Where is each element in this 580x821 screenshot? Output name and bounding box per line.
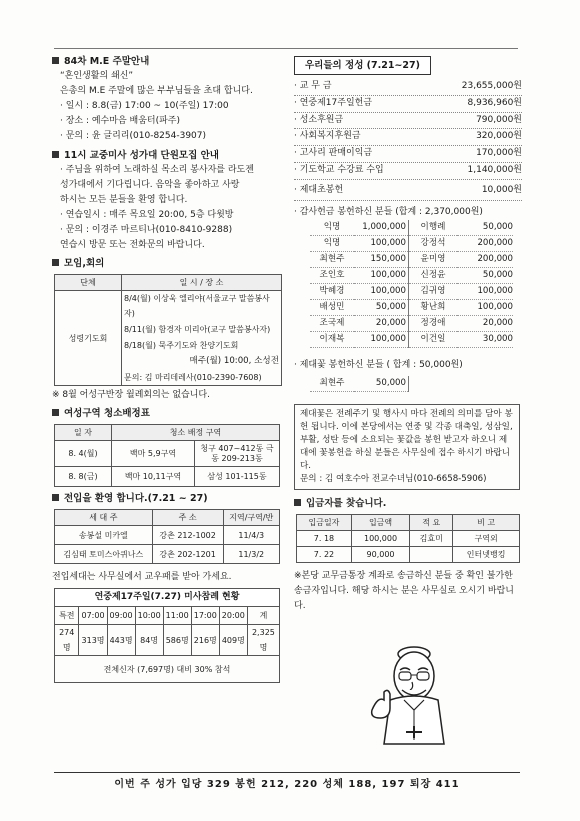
move-zone: 11/4/3: [223, 526, 279, 545]
mass-label: 계: [247, 607, 279, 625]
mass-title: 연중제17주일(7.27) 미사참례 현황: [55, 589, 280, 607]
donor-name: 강정석: [409, 235, 458, 251]
donor-name: 신정윤: [409, 267, 458, 283]
mass-label: 07:00: [79, 607, 107, 625]
meetings-row: 문의: 김 마리데레사(010-2390-7608): [122, 369, 282, 386]
mass-count: 586명: [163, 625, 191, 656]
donor-amount: 150,000: [354, 251, 409, 267]
donor-amount: 20,000: [457, 315, 513, 331]
offering-item: · 제대초봉헌 10,000원: [294, 180, 522, 201]
donors-title: · 감사헌금 봉헌하신 분들 (합계 : 2,370,000원): [294, 206, 483, 217]
meetings-header-when: 일 시 / 장 소: [122, 275, 282, 291]
move-zone: 11/3/2: [223, 545, 279, 564]
offering-list: [294, 79, 522, 201]
donor-name: 익명: [310, 220, 354, 236]
donor-amount: 1,000,000: [354, 220, 409, 236]
square-bullet-icon: [52, 494, 59, 501]
choir-line: · 주님을 위하여 노래하실 목소리 봉사자를 라도젠: [60, 165, 254, 175]
choir-line: 성가대에서 기다립니다. 음악을 좋아하고 사랑: [60, 180, 240, 190]
donor-amount: 100,000: [354, 235, 409, 251]
clean-extra: 청구 407~412동 극동 209-213동: [195, 441, 280, 467]
donor-name: 황난희: [409, 299, 458, 315]
donor-amount: 100,000: [457, 299, 513, 315]
move-name: 김심태 토미스아퀴나스: [55, 545, 153, 564]
donor-name: 정경애: [409, 315, 458, 331]
choir-line: 연습시 방문 또는 전화문의 바랍니다.: [60, 240, 205, 250]
unknown-header: 적 요: [410, 514, 453, 530]
square-bullet-icon: [52, 151, 59, 158]
meetings-section-title: 모임,회의: [52, 256, 284, 271]
unknown-table: [296, 514, 520, 563]
me-contact: · 문의 : 윤 글리리(010-8254-3907): [60, 131, 207, 141]
donor-amount: 50,000: [457, 267, 513, 283]
donor-amount: 200,000: [457, 235, 513, 251]
right-column: [294, 56, 522, 614]
clean-table: [54, 424, 280, 487]
clean-header-area: 청소 배정 구역: [112, 425, 280, 441]
flower-title: · 제대꽃 봉헌하신 분들 ( 합계 : 50,000원): [294, 359, 463, 370]
meetings-row: 매주(월) 10:00, 소성전: [122, 353, 282, 369]
unknown-header: 입금일자: [297, 514, 352, 530]
donor-amount: 100,000: [354, 267, 409, 283]
clean-date: 8. 4(월): [55, 441, 112, 467]
offering-item: · 성소후원금 790,000원: [294, 113, 522, 130]
donors-table: [310, 220, 513, 348]
me-section-title: 84차 M.E 주말안내: [52, 54, 284, 69]
offering-item: · 사회복지후원금 320,000원: [294, 129, 522, 146]
me-place: · 장소 : 예수마음 배움터(파주): [60, 116, 180, 126]
donor-name: 조국제: [310, 315, 354, 331]
pope-cartoon-illustration: [370, 640, 450, 750]
flower-amount: 50,000: [354, 376, 409, 392]
meetings-group-name: 성령기도회: [55, 291, 122, 386]
move-name: 송봉설 미카엘: [55, 526, 153, 545]
flower-name: 최현주: [310, 376, 354, 392]
left-column: [52, 52, 284, 685]
mass-label: 20:00: [219, 607, 247, 625]
unknown-header: 입금액: [351, 514, 409, 530]
mass-count: 84명: [135, 625, 163, 656]
move-header: 세 대 주: [55, 510, 153, 526]
donor-name: 익명: [310, 235, 354, 251]
clean-date: 8. 8(금): [55, 467, 112, 487]
mass-count: 409명: [219, 625, 247, 656]
meetings-row: 8/11(월) 함경자 미리아(교구 말씀봉사자): [122, 321, 282, 337]
mass-total: 전체신자 (7,697명) 대비 30% 참석: [55, 656, 280, 683]
unknown-cell: 7. 22: [297, 546, 352, 562]
donor-name: 이재복: [310, 331, 354, 347]
meetings-table: [54, 274, 282, 386]
offering-title: 우리들의 정성 (7.21~27): [294, 56, 431, 75]
offering-item: · 교 무 금 23,655,000원: [294, 79, 522, 96]
move-header: 주 소: [152, 510, 223, 526]
flower-note-text: 제대꽃은 전례주기 및 행사시 마다 전례의 의미를 담아 봉헌 됩니다. 이에 본당에서는 연중 및 각종 대축일, 성삼일, 부활, 성탄 등에 소요되는 꽃값을 봉헌 받고자 하오니 제대에 꽃봉헌을 하실 분들은 사무실에 접수 하시기 바랍니다.: [300, 408, 513, 471]
unknown-header: 비 고: [453, 514, 520, 530]
unknown-section-title: 입금자를 찾습니다.: [294, 496, 522, 511]
square-bullet-icon: [294, 499, 301, 506]
mass-label: 특전: [55, 607, 79, 625]
donor-amount: 50,000: [354, 299, 409, 315]
unknown-cell: 구역외: [453, 530, 520, 546]
clean-section-title: 여성구역 청소배정표: [52, 406, 284, 421]
choir-section-title: 11시 교중미사 성가대 단원모집 안내: [52, 148, 284, 163]
move-note: 전입세대는 사무실에서 교우패를 받아 가세요.: [52, 572, 232, 582]
flower-note-box: [294, 404, 520, 490]
unknown-cell: 인터넷뱅킹: [453, 546, 520, 562]
unknown-note: ※본당 교무금통장 계좌로 송금하신 분들 중 확인 불가한 송금자입니다. 해당 하시는 분은 사무실로 오시기 바랍니다.: [294, 570, 514, 611]
mass-count: 443명: [107, 625, 135, 656]
donor-amount: 50,000: [457, 220, 513, 236]
move-table: [54, 509, 280, 564]
square-bullet-icon: [52, 409, 59, 416]
mass-label: 10:00: [135, 607, 163, 625]
donor-amount: 100,000: [354, 331, 409, 347]
choir-line: 하시는 모든 분들을 환영 합니다.: [60, 195, 188, 205]
mass-count: 313명: [79, 625, 107, 656]
me-date: · 일시 : 8.8(금) 17:00 ~ 10(주일) 17:00: [60, 101, 229, 111]
donor-name: 윤미영: [409, 251, 458, 267]
donor-name: 김귀영: [409, 283, 458, 299]
mass-count: 216명: [191, 625, 219, 656]
mass-table: [54, 588, 280, 683]
offering-item: · 연중제17주일헌금 8,936,960원: [294, 96, 522, 113]
donor-name: 박혜경: [310, 283, 354, 299]
meetings-row: 8/18(월) 묵주기도와 찬양기도회: [122, 337, 282, 353]
donor-name: 이행례: [409, 220, 458, 236]
flower-note-contact: 문의 : 김 여호수아 전교수녀님(010-6658-5906): [300, 473, 487, 484]
move-addr: 강촌 212-1002: [152, 526, 223, 545]
clean-header-date: 일 자: [55, 425, 112, 441]
meetings-row: 8/4(월) 이상욱 엘리야(서울교구 말씀봉사자): [122, 291, 282, 322]
offering-item: · 기도학교 수강료 수입 1,140,000원: [294, 163, 522, 180]
donor-name: 최현주: [310, 251, 354, 267]
unknown-cell: [410, 546, 453, 562]
meetings-header-group: 단체: [55, 275, 122, 291]
me-body: 은총의 M.E 주말에 많은 부부님들을 초대 합니다.: [60, 86, 253, 96]
choir-line: · 문의 : 이경주 마르티나(010-8410-9288): [60, 225, 233, 235]
unknown-cell: 100,000: [351, 530, 409, 546]
top-rule: [54, 48, 518, 49]
mass-count: 2,325명: [247, 625, 279, 656]
donor-amount: 200,000: [457, 251, 513, 267]
donor-amount: 100,000: [354, 283, 409, 299]
donor-name: 이건일: [409, 331, 458, 347]
flower-table: [310, 376, 409, 392]
mass-label: 11:00: [163, 607, 191, 625]
me-subtitle: “혼인생활의 쇄신”: [60, 71, 134, 81]
move-section-title: 전입을 환영 합니다.(7.21 ~ 27): [52, 491, 284, 506]
meetings-note: ※ 8월 어성구반장 월례회의는 없습니다.: [52, 390, 210, 400]
hymn-footer: 이번 주 성가 입당 329 봉헌 212, 220 성체 188, 197 퇴장 411: [54, 772, 520, 790]
donor-amount: 30,000: [457, 331, 513, 347]
square-bullet-icon: [52, 259, 59, 266]
move-header: 지역/구역/반: [223, 510, 279, 526]
choir-line: · 연습일시 : 매주 목요일 20:00, 5층 다윗방: [60, 210, 234, 220]
clean-extra: 삼성 101-115동: [195, 467, 280, 487]
mass-count: 274명: [55, 625, 79, 656]
unknown-cell: 7. 18: [297, 530, 352, 546]
move-addr: 강촌 202-1201: [152, 545, 223, 564]
donor-amount: 20,000: [354, 315, 409, 331]
donor-amount: 100,000: [457, 283, 513, 299]
mass-label: 17:00: [191, 607, 219, 625]
offering-item: · 고사리 판매이익금 170,000원: [294, 146, 522, 163]
mass-label: 09:00: [107, 607, 135, 625]
donor-name: 배성민: [310, 299, 354, 315]
donor-name: 조인호: [310, 267, 354, 283]
square-bullet-icon: [52, 57, 59, 64]
clean-area: 백마 10,11구역: [112, 467, 195, 487]
clean-area: 백마 5,9구역: [112, 441, 195, 467]
unknown-cell: 김효미: [410, 530, 453, 546]
unknown-cell: 90,000: [351, 546, 409, 562]
